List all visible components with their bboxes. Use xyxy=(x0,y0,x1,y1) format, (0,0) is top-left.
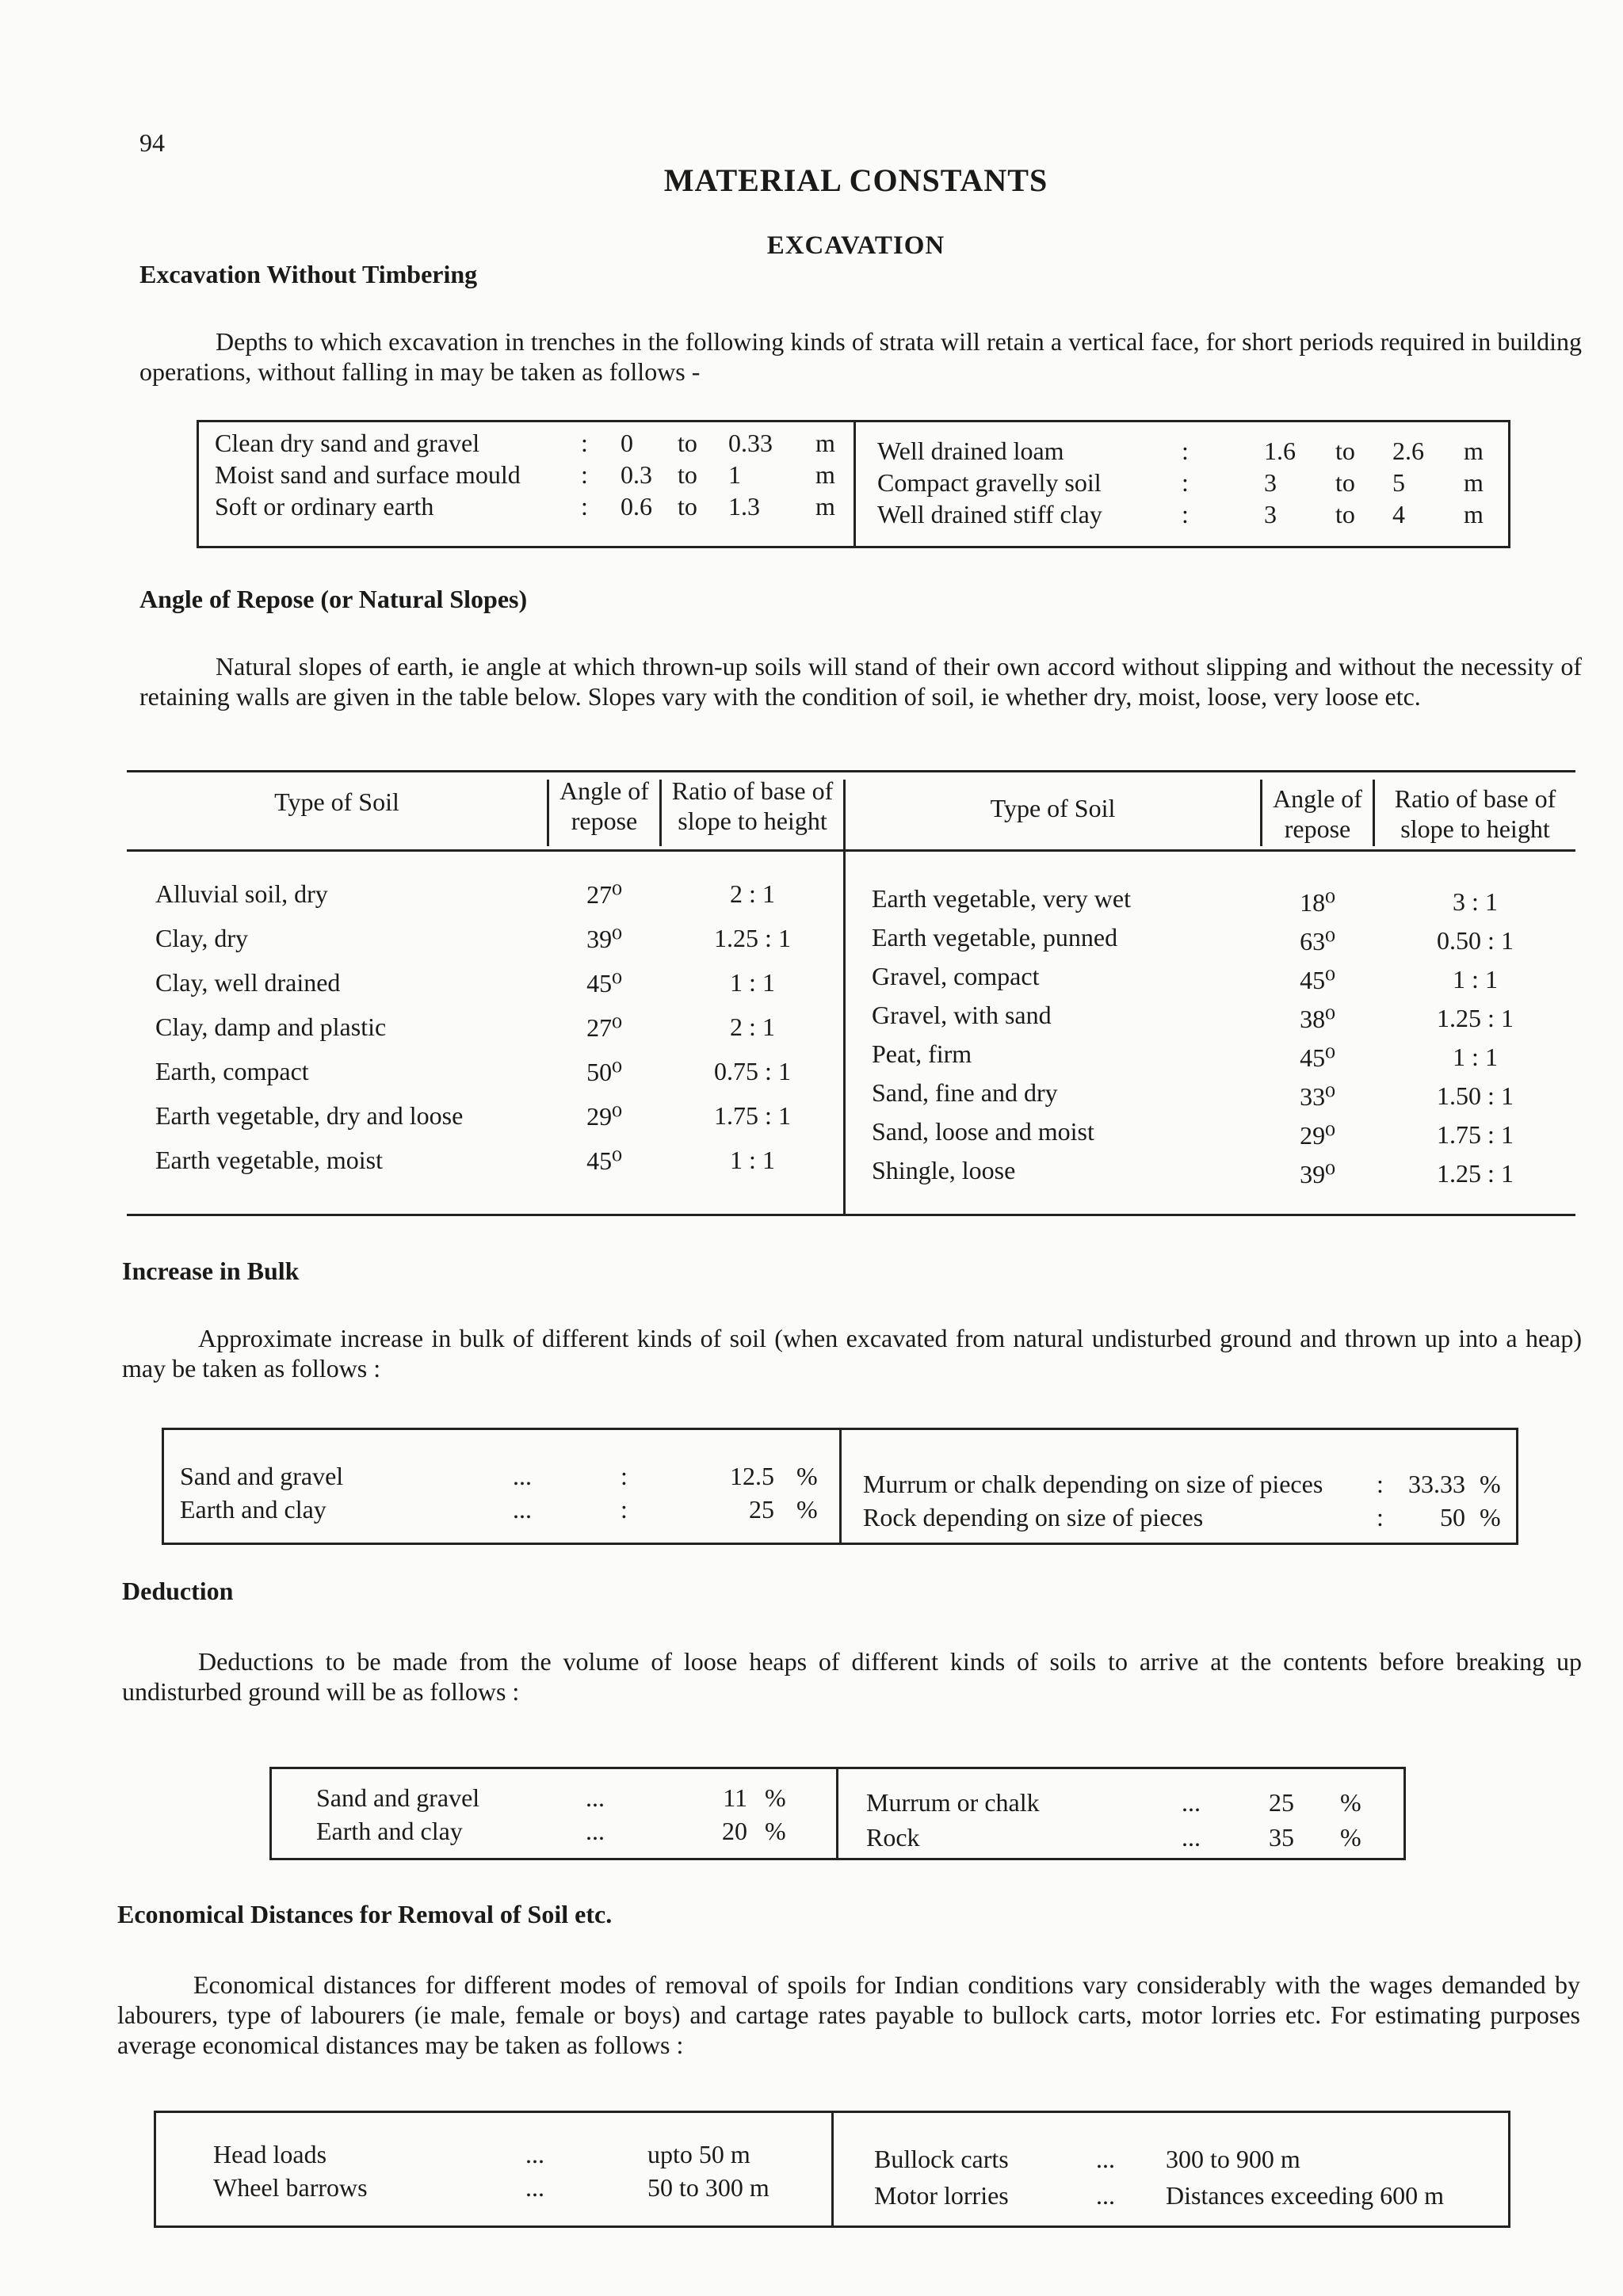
depth-row-left-from: 0.6 xyxy=(621,492,652,521)
repose-row-left-soil: Alluvial soil, dry xyxy=(155,879,328,908)
section-subtitle: EXCAVATION xyxy=(766,231,945,260)
repose-row-left-soil: Clay, dry xyxy=(155,924,249,952)
heading-deduction: Deduction xyxy=(122,1577,234,1605)
bulk-row-left-unit: % xyxy=(796,1495,818,1524)
depth-row-left-colon: : xyxy=(581,429,588,457)
table-angle-of-repose xyxy=(127,770,1575,1223)
repose-row-left-soil: Clay, damp and plastic xyxy=(155,1013,387,1041)
repose-row-right-ratio: 1 : 1 xyxy=(1453,965,1498,994)
bulk-row-right-value: 33.33 xyxy=(1408,1470,1465,1498)
depth-row-right-upto: 4 xyxy=(1392,500,1405,528)
distance-row-right-dots: ... xyxy=(1096,2181,1115,2210)
repose-row-right-ratio: 3 : 1 xyxy=(1453,887,1498,916)
repose-row-left-angle: 27⁰ xyxy=(586,880,622,909)
depth-row-right-from: 1.6 xyxy=(1264,437,1296,465)
repose-row-left-angle: 29⁰ xyxy=(586,1102,622,1131)
depth-row-right-label: Well drained loam xyxy=(877,437,1064,465)
page-number: 94 xyxy=(139,128,165,157)
distance-row-right-label: Bullock carts xyxy=(874,2145,1009,2173)
depth-row-left-label: Soft or ordinary earth xyxy=(215,492,434,521)
paragraph-text: Deductions to be made from the volume of loose heaps of different kinds of soils to arrive at the contents before breaking up undisturbed ground will be as follows : xyxy=(122,1647,1582,1706)
depth-row-left-from: 0 xyxy=(621,429,633,457)
depth-row-right-label: Compact gravelly soil xyxy=(877,468,1102,497)
repose-row-left-ratio: 0.75 : 1 xyxy=(714,1057,791,1085)
header-ratio-left-1: Ratio of base of xyxy=(671,776,834,805)
depth-row-right-colon: : xyxy=(1182,468,1189,497)
depth-row-left-unit: m xyxy=(815,429,835,457)
paragraph-text: Approximate increase in bulk of different kinds of soil (when excavated from natural undisturbed ground and thrown up into a heap) may be taken as follows : xyxy=(122,1324,1582,1383)
deduction-row-right-value: 35 xyxy=(1269,1823,1294,1852)
repose-row-left-angle: 50⁰ xyxy=(586,1058,622,1086)
distance-row-left-value: 50 to 300 m xyxy=(647,2173,769,2202)
bulk-row-left-dots: ... xyxy=(513,1495,532,1524)
repose-row-right-soil: Earth vegetable, very wet xyxy=(872,884,1131,913)
distance-row-right-value: Distances exceeding 600 m xyxy=(1166,2181,1444,2210)
distance-row-left-value: upto 50 m xyxy=(647,2140,750,2168)
repose-row-right-angle: 29⁰ xyxy=(1300,1121,1335,1150)
repose-row-left-ratio: 1.75 : 1 xyxy=(714,1101,791,1130)
distance-row-right-value: 300 to 900 m xyxy=(1166,2145,1300,2173)
repose-row-left-angle: 45⁰ xyxy=(586,1146,622,1175)
deduction-row-left-dots: ... xyxy=(586,1783,605,1812)
deduction-row-left-unit: % xyxy=(765,1817,786,1845)
repose-row-left-ratio: 2 : 1 xyxy=(730,1013,775,1041)
header-type-of-soil-right: Type of Soil xyxy=(990,794,1116,822)
distance-row-left-label: Head loads xyxy=(213,2140,327,2168)
header-angle-right-1: Angle of xyxy=(1273,784,1362,813)
heading-economical-distances: Economical Distances for Removal of Soil etc. xyxy=(117,1900,613,1928)
depth-row-right-upto: 2.6 xyxy=(1392,437,1424,465)
repose-row-left-ratio: 1 : 1 xyxy=(730,968,775,997)
depth-row-right-to: to xyxy=(1335,437,1355,465)
distance-row-right-label: Motor lorries xyxy=(874,2181,1009,2210)
table-increase-in-bulk xyxy=(162,1428,1518,1545)
depth-row-left-upto: 0.33 xyxy=(728,429,773,457)
depth-row-right-colon: : xyxy=(1182,500,1189,528)
table-economical-distances xyxy=(154,2111,1510,2228)
heading-angle-of-repose: Angle of Repose (or Natural Slopes) xyxy=(139,585,528,613)
table-excavation-depths xyxy=(197,420,1510,548)
header-ratio-right-1: Ratio of base of xyxy=(1394,784,1556,813)
depth-row-right-unit: m xyxy=(1464,437,1484,465)
repose-row-left-angle: 45⁰ xyxy=(586,969,622,997)
table-deduction xyxy=(269,1767,1406,1860)
deduction-row-left-label: Earth and clay xyxy=(316,1817,463,1845)
paragraph-economical-distances xyxy=(117,1970,1580,2060)
bulk-row-right-label: Rock depending on size of pieces xyxy=(863,1503,1204,1531)
header-ratio-left-2: slope to height xyxy=(678,807,827,835)
repose-row-left-soil: Earth vegetable, moist xyxy=(155,1146,384,1174)
header-angle-left-2: repose xyxy=(571,807,638,835)
bulk-row-left-dots: ... xyxy=(513,1462,532,1490)
bulk-row-right-label: Murrum or chalk depending on size of pieces xyxy=(863,1470,1323,1498)
paragraph-excavation xyxy=(139,326,1582,387)
bulk-row-right-value: 50 xyxy=(1440,1503,1465,1531)
deduction-row-right-unit: % xyxy=(1340,1823,1361,1852)
repose-row-left-ratio: 2 : 1 xyxy=(730,879,775,908)
repose-row-right-angle: 18⁰ xyxy=(1300,888,1335,917)
depth-row-left-colon: : xyxy=(581,492,588,521)
bulk-row-left-colon: : xyxy=(621,1495,628,1524)
repose-row-left-angle: 27⁰ xyxy=(586,1013,622,1042)
bulk-row-left-colon: : xyxy=(621,1462,628,1490)
repose-row-right-angle: 45⁰ xyxy=(1300,1043,1335,1072)
bulk-row-right-unit: % xyxy=(1480,1470,1501,1498)
deduction-row-left-value: 11 xyxy=(723,1783,747,1812)
repose-row-left-soil: Clay, well drained xyxy=(155,968,341,997)
depth-row-left-unit: m xyxy=(815,460,835,489)
deduction-row-right-label: Rock xyxy=(866,1823,920,1852)
depth-row-right-upto: 5 xyxy=(1392,468,1405,497)
paragraph-deduction xyxy=(122,1646,1582,1707)
repose-row-left-angle: 39⁰ xyxy=(586,925,622,953)
repose-row-right-angle: 38⁰ xyxy=(1300,1005,1335,1033)
repose-row-left-soil: Earth vegetable, dry and loose xyxy=(155,1101,464,1130)
depth-row-left-label: Moist sand and surface mould xyxy=(215,460,521,489)
depth-row-left-colon: : xyxy=(581,460,588,489)
repose-row-right-ratio: 1.25 : 1 xyxy=(1437,1004,1514,1032)
repose-row-right-ratio: 1.50 : 1 xyxy=(1437,1081,1514,1110)
bulk-row-right-unit: % xyxy=(1480,1503,1501,1531)
distance-row-right-dots: ... xyxy=(1096,2145,1115,2173)
distance-row-left-label: Wheel barrows xyxy=(213,2173,368,2202)
depth-row-left-upto: 1.3 xyxy=(728,492,760,521)
depth-row-left-label: Clean dry sand and gravel xyxy=(215,429,480,457)
deduction-row-right-dots: ... xyxy=(1182,1788,1201,1817)
depth-row-left-to: to xyxy=(678,429,697,457)
deduction-row-right-dots: ... xyxy=(1182,1823,1201,1852)
repose-row-left-ratio: 1 : 1 xyxy=(730,1146,775,1174)
bulk-row-left-value: 12.5 xyxy=(730,1462,774,1490)
deduction-row-right-unit: % xyxy=(1340,1788,1361,1817)
bulk-row-right-colon: : xyxy=(1377,1503,1384,1531)
depth-row-right-unit: m xyxy=(1464,468,1484,497)
paragraph-text: Economical distances for different modes of removal of spoils for Indian conditions vary considerably with the wages demanded by labourers, type of labourers (ie male, female or boys) and cartage rates payable to bullock carts, motor lorries etc. For estimating purposes average economical distances may be taken as follows : xyxy=(117,1970,1580,2059)
repose-row-right-soil: Peat, firm xyxy=(872,1039,972,1068)
depth-row-right-colon: : xyxy=(1182,437,1189,465)
paragraph-angle-of-repose xyxy=(139,651,1582,711)
deduction-row-left-dots: ... xyxy=(586,1817,605,1845)
repose-row-right-angle: 33⁰ xyxy=(1300,1082,1335,1111)
header-angle-right-2: repose xyxy=(1284,814,1351,843)
heading-increase-in-bulk: Increase in Bulk xyxy=(122,1257,300,1285)
header-ratio-right-2: slope to height xyxy=(1400,814,1550,843)
bulk-row-left-label: Earth and clay xyxy=(180,1495,327,1524)
page-title: MATERIAL CONSTANTS xyxy=(663,162,1048,198)
deduction-row-right-value: 25 xyxy=(1269,1788,1294,1817)
repose-row-right-ratio: 1 : 1 xyxy=(1453,1043,1498,1071)
repose-row-right-soil: Shingle, loose xyxy=(872,1156,1016,1184)
heading-excavation-without-timbering: Excavation Without Timbering xyxy=(139,260,478,288)
repose-row-right-angle: 45⁰ xyxy=(1300,966,1335,994)
repose-row-right-ratio: 1.25 : 1 xyxy=(1437,1159,1514,1188)
deduction-row-left-value: 20 xyxy=(722,1817,747,1845)
bulk-row-left-unit: % xyxy=(796,1462,818,1490)
deduction-row-right-label: Murrum or chalk xyxy=(866,1788,1040,1817)
paragraph-increase-in-bulk xyxy=(122,1323,1582,1383)
repose-row-right-angle: 63⁰ xyxy=(1300,927,1335,955)
header-angle-left-1: Angle of xyxy=(559,776,649,805)
header-type-of-soil-left: Type of Soil xyxy=(274,788,399,816)
distance-row-left-dots: ... xyxy=(525,2173,544,2202)
repose-row-right-soil: Gravel, with sand xyxy=(872,1001,1052,1029)
deduction-row-left-label: Sand and gravel xyxy=(316,1783,480,1812)
depth-row-left-to: to xyxy=(678,492,697,521)
repose-row-right-soil: Earth vegetable, punned xyxy=(872,923,1118,952)
bulk-row-left-label: Sand and gravel xyxy=(180,1462,344,1490)
paragraph-text: Depths to which excavation in trenches in the following kinds of strata will retain a vertical face, for short periods required in building operations, without falling in may be taken as follows - xyxy=(139,327,1582,386)
depth-row-left-upto: 1 xyxy=(728,460,741,489)
depth-row-right-unit: m xyxy=(1464,500,1484,528)
depth-row-right-to: to xyxy=(1335,468,1355,497)
depth-row-left-unit: m xyxy=(815,492,835,521)
distance-row-left-dots: ... xyxy=(525,2140,544,2168)
paragraph-text: Natural slopes of earth, ie angle at which thrown-up soils will stand of their own accord without slipping and without the necessity of retaining walls are given in the table below. Slopes vary with the condition of soil, ie whether dry, moist, loose, very loose etc. xyxy=(139,652,1582,711)
depth-row-right-from: 3 xyxy=(1264,500,1277,528)
repose-row-right-angle: 39⁰ xyxy=(1300,1160,1335,1188)
repose-row-left-ratio: 1.25 : 1 xyxy=(714,924,791,952)
repose-row-right-ratio: 1.75 : 1 xyxy=(1437,1120,1514,1149)
depth-row-right-label: Well drained stiff clay xyxy=(877,500,1102,528)
repose-row-right-soil: Sand, fine and dry xyxy=(872,1078,1058,1107)
bulk-row-left-value: 25 xyxy=(749,1495,774,1524)
repose-row-right-ratio: 0.50 : 1 xyxy=(1437,926,1514,955)
bulk-row-right-colon: : xyxy=(1377,1470,1384,1498)
depth-row-left-to: to xyxy=(678,460,697,489)
deduction-row-left-unit: % xyxy=(765,1783,786,1812)
repose-row-right-soil: Gravel, compact xyxy=(872,962,1040,990)
repose-row-left-soil: Earth, compact xyxy=(155,1057,309,1085)
repose-row-right-soil: Sand, loose and moist xyxy=(872,1117,1094,1146)
depth-row-right-to: to xyxy=(1335,500,1355,528)
depth-row-left-from: 0.3 xyxy=(621,460,652,489)
depth-row-right-from: 3 xyxy=(1264,468,1277,497)
